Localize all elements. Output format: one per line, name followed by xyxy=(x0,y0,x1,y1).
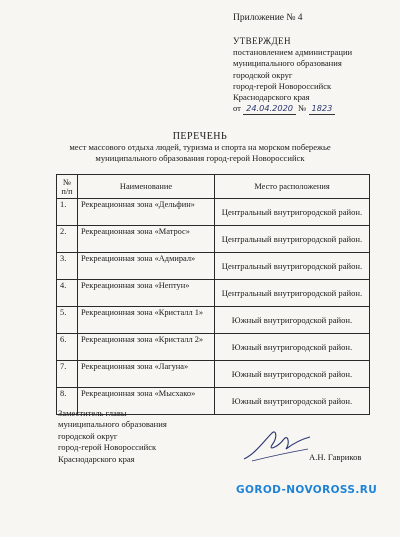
row-number: 2. xyxy=(57,226,78,253)
signatory-line-4: город-герой Новороссийск xyxy=(58,442,157,453)
document-subtitle xyxy=(0,142,400,164)
zone-name: Рекреационная зона «Матрос» xyxy=(78,226,215,253)
column-header-number: № п/п xyxy=(57,175,78,199)
approval-date-line xyxy=(233,103,352,115)
approval-line-5: Краснодарского края xyxy=(233,92,310,103)
row-number: 7. xyxy=(57,361,78,388)
table-header-row xyxy=(57,175,370,199)
zone-name: Рекреационная зона «Лагуна» xyxy=(78,361,215,388)
appendix-label: Приложение № 4 xyxy=(233,13,303,23)
zone-location: Южный внутригородской район. xyxy=(215,307,370,334)
approval-block xyxy=(233,36,352,115)
row-number: 3. xyxy=(57,253,78,280)
table-row xyxy=(57,226,370,253)
signer-name: А.Н. Гавриков xyxy=(309,452,362,462)
signatory-line-2: муниципального образования xyxy=(58,419,167,430)
zone-name: Рекреационная зона «Адмирал» xyxy=(78,253,215,280)
zone-location: Центральный внутригородской район. xyxy=(215,226,370,253)
column-header-name: Наименование xyxy=(78,175,215,199)
approval-title: УТВЕРЖДЕН xyxy=(233,36,291,46)
row-number: 1. xyxy=(57,199,78,226)
handwritten-number: 1823 xyxy=(309,103,336,115)
date-prefix: от xyxy=(233,103,241,114)
signatory-block xyxy=(58,408,167,465)
zone-location: Южный внутригородской район. xyxy=(215,388,370,415)
site-watermark: GOROD-NOVOROSS.RU xyxy=(236,484,378,496)
approval-line-4: город-герой Новороссийск xyxy=(233,80,332,91)
row-number: 6. xyxy=(57,334,78,361)
row-number: 5. xyxy=(57,307,78,334)
handwritten-date: 24.04.2020 xyxy=(243,103,296,115)
table-row xyxy=(57,253,370,280)
column-header-location: Место расположения xyxy=(215,175,370,199)
approval-line-1: постановлением администрации xyxy=(233,47,353,58)
zone-location: Центральный внутригородской район. xyxy=(215,253,370,280)
number-prefix: № xyxy=(298,103,307,114)
subtitle-line-2: муниципального образования город-герой Новороссийск xyxy=(95,153,305,163)
zone-name: Рекреационная зона «Мысхако» xyxy=(78,388,215,415)
subtitle-line-1: мест массового отдыха людей, туризма и спорта на морском побережье xyxy=(69,142,331,152)
zone-name: Рекреационная зона «Нептун» xyxy=(78,280,215,307)
zone-name: Рекреационная зона «Кристалл 2» xyxy=(78,334,215,361)
zone-location: Центральный внутригородской район. xyxy=(215,280,370,307)
row-number: 8. xyxy=(57,388,78,415)
zone-name: Рекреационная зона «Кристалл 1» xyxy=(78,307,215,334)
row-number: 4. xyxy=(57,280,78,307)
signatory-line-3: городской округ xyxy=(58,430,118,441)
table-row xyxy=(57,280,370,307)
signatory-line-5: Краснодарского края xyxy=(58,453,135,464)
table-row xyxy=(57,361,370,388)
handwritten-signature xyxy=(238,423,318,467)
zone-location: Центральный внутригородской район. xyxy=(215,199,370,226)
zone-location: Южный внутригородской район. xyxy=(215,334,370,361)
approval-line-3: городской округ xyxy=(233,69,293,80)
zone-location: Южный внутригородской район. xyxy=(215,361,370,388)
table-row xyxy=(57,307,370,334)
document-title: ПЕРЕЧЕНЬ xyxy=(172,131,228,142)
signatory-line-1: Заместитель главы xyxy=(58,408,127,418)
table-row xyxy=(57,199,370,226)
table-row xyxy=(57,334,370,361)
recreation-zones-table xyxy=(56,174,370,415)
zone-name: Рекреационная зона «Дельфин» xyxy=(78,199,215,226)
approval-line-2: муниципального образования xyxy=(233,58,342,69)
